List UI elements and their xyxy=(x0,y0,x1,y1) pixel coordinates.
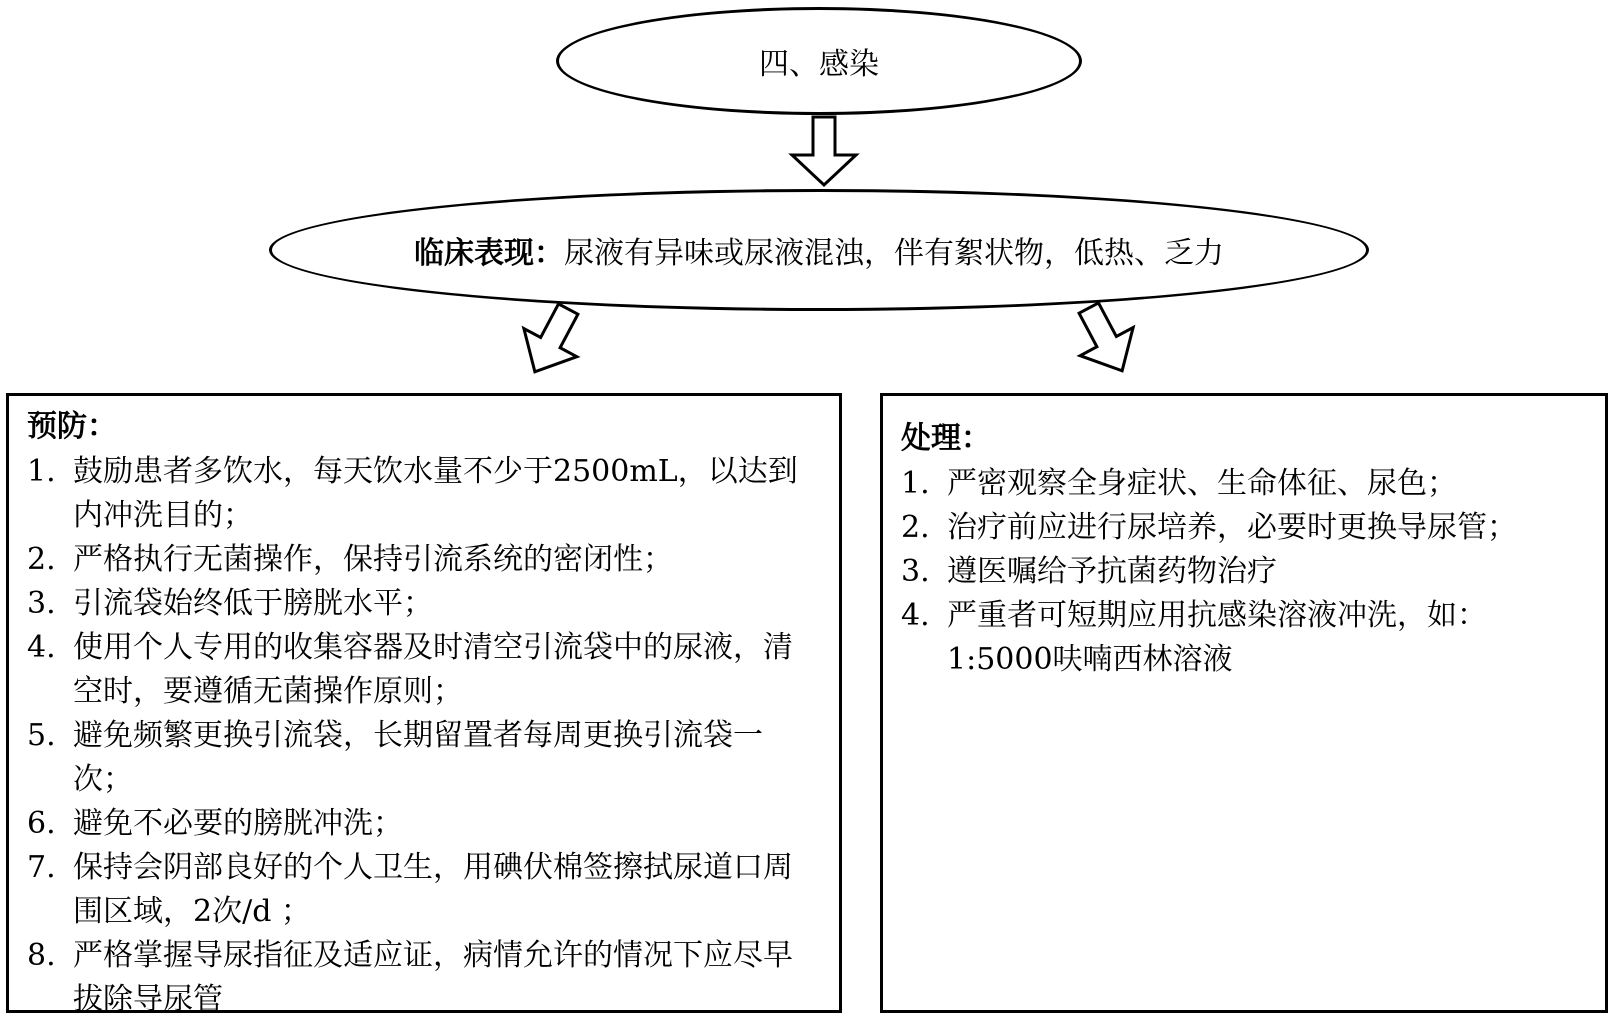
item-text: 治疗前应进行尿培养，必要时更换导尿管； xyxy=(947,510,1517,545)
list-item xyxy=(27,934,813,1022)
item-text: 严格掌握导尿指征及适应证，病情允许的情况下应尽早拔除导尿管 xyxy=(73,938,793,1017)
arrow-down-left-icon xyxy=(508,295,594,386)
item-text: 避免频繁更换引流袋，长期留置者每周更换引流袋一次； xyxy=(73,718,763,797)
item-number: 3. xyxy=(901,554,930,589)
item-number: 7. xyxy=(27,850,56,885)
list-item xyxy=(27,626,813,714)
clinical-manifestation-node xyxy=(269,189,1369,311)
list-item xyxy=(901,550,1585,594)
item-text: 保持会阴部良好的个人卫生，用碘伏棉签擦拭尿道口周围区域，2次/d ； xyxy=(73,850,793,929)
prevention-box xyxy=(6,393,842,1017)
arrow-down-icon xyxy=(792,117,856,185)
prevention-list xyxy=(27,450,813,1022)
list-item xyxy=(901,462,1585,506)
list-item xyxy=(27,582,813,626)
list-item xyxy=(27,846,813,934)
list-item xyxy=(27,450,813,538)
treatment-box xyxy=(880,393,1608,1013)
item-text: 严密观察全身症状、生命体征、尿色； xyxy=(947,466,1457,501)
item-text: 鼓励患者多饮水，每天饮水量不少于2500mL，以达到内冲洗目的； xyxy=(73,454,798,533)
list-item xyxy=(901,594,1585,682)
item-text: 使用个人专用的收集容器及时清空引流袋中的尿液，清空时，要遵循无菌操作原则； xyxy=(73,630,793,709)
treatment-list xyxy=(901,462,1585,682)
item-text: 引流袋始终低于膀胱水平； xyxy=(73,586,433,621)
item-number: 6. xyxy=(27,806,56,841)
list-item xyxy=(901,506,1585,550)
item-number: 1. xyxy=(901,466,930,501)
title-text: 四、感染 xyxy=(759,47,879,82)
treatment-heading: 处理： xyxy=(901,421,991,456)
item-number: 5. xyxy=(27,718,56,753)
item-number: 4. xyxy=(901,598,930,633)
item-number: 3. xyxy=(27,586,56,621)
item-text: 严重者可短期应用抗感染溶液冲洗，如：1:5000呋喃西林溶液 xyxy=(947,598,1487,677)
list-item xyxy=(27,802,813,846)
list-item xyxy=(27,714,813,802)
item-number: 4. xyxy=(27,630,56,665)
item-number: 8. xyxy=(27,938,56,973)
clinical-label: 临床表现： xyxy=(414,236,564,271)
item-number: 2. xyxy=(901,510,930,545)
title-node xyxy=(556,7,1082,115)
arrow-down-right-icon xyxy=(1062,294,1148,385)
prevention-heading: 预防： xyxy=(27,409,117,444)
item-number: 1. xyxy=(27,454,56,489)
clinical-text: 尿液有异味或尿液混浊，伴有絮状物，低热、乏力 xyxy=(564,236,1224,271)
list-item xyxy=(27,538,813,582)
item-number: 2. xyxy=(27,542,56,577)
item-text: 遵医嘱给予抗菌药物治疗 xyxy=(947,554,1277,589)
item-text: 避免不必要的膀胱冲洗； xyxy=(73,806,403,841)
item-text: 严格执行无菌操作，保持引流系统的密闭性； xyxy=(73,542,673,577)
